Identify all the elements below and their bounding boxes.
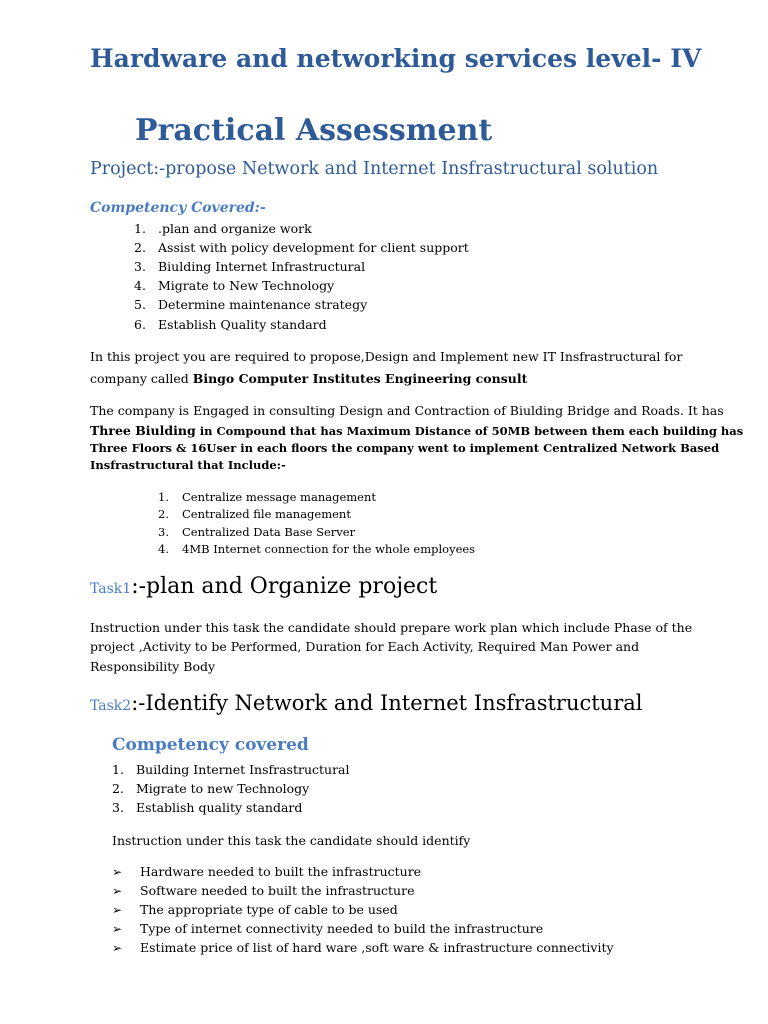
list-text: Determine maintenance strategy xyxy=(158,297,368,312)
arrow-bullet-icon: ➢ xyxy=(112,884,123,898)
task2-label: Task2 xyxy=(90,698,132,714)
company-paragraph-line: Insfrastructural that Include:- xyxy=(90,458,286,472)
list-item xyxy=(134,221,312,236)
list-item xyxy=(158,542,475,556)
list-item xyxy=(134,240,469,255)
project-heading: Project:-propose Network and Internet Insfrastructural solution xyxy=(90,159,659,179)
task2-heading xyxy=(90,691,642,715)
list-number: 6. xyxy=(134,317,146,332)
company-paragraph-line: The company is Engaged in consulting Design and Contraction of Biulding Bridge and Roads. It has xyxy=(90,403,724,418)
list-item xyxy=(112,864,421,879)
list-number: 4. xyxy=(158,542,169,556)
list-text: Centralized Data Base Server xyxy=(182,525,356,539)
list-number: 2. xyxy=(112,781,124,796)
list-number: 4. xyxy=(134,278,146,293)
list-text: The appropriate type of cable to be used xyxy=(140,902,398,917)
list-item xyxy=(112,940,614,955)
arrow-bullet-icon: ➢ xyxy=(112,865,123,879)
task1-paragraph-line: Instruction under this task the candidate should prepare work plan which include Phase of the xyxy=(90,620,693,635)
company-paragraph-line xyxy=(90,423,743,438)
list-item xyxy=(112,902,398,917)
list-text: Software needed to built the infrastructure xyxy=(140,883,415,898)
document-subtitle: Practical Assessment xyxy=(135,113,493,148)
list-text: Centralized file management xyxy=(182,507,351,521)
list-number: 3. xyxy=(158,525,169,539)
list-number: 1. xyxy=(134,221,146,236)
competency2-heading: Competency covered xyxy=(112,735,309,755)
arrow-bullet-icon: ➢ xyxy=(112,903,123,917)
list-text: .plan and organize work xyxy=(158,221,312,236)
list-text: Migrate to New Technology xyxy=(158,278,335,293)
list-item xyxy=(134,297,367,312)
list-text: Building Internet Insfrastructural xyxy=(136,762,350,777)
list-number: 2. xyxy=(134,240,146,255)
list-text: Establish quality standard xyxy=(136,800,303,815)
competency-heading: Competency Covered:- xyxy=(90,200,266,216)
company-text: in Compound that has Maximum Distance of 50MB between them each building has xyxy=(195,424,744,438)
list-item xyxy=(134,278,334,293)
list-text: Hardware needed to built the infrastructure xyxy=(140,864,422,879)
list-item xyxy=(112,800,302,815)
list-text: Biulding Internet Infrastructural xyxy=(158,259,366,274)
list-text: Establish Quality standard xyxy=(158,317,327,332)
intro-paragraph-line xyxy=(90,371,527,386)
task1-paragraph-line: project ,Activity to be Performed, Duration for Each Activity, Required Man Power and xyxy=(90,639,640,654)
list-number: 1. xyxy=(158,490,169,504)
list-number: 5. xyxy=(134,297,146,312)
list-text: Type of internet connectivity needed to build the infrastructure xyxy=(140,921,544,936)
arrow-bullet-icon: ➢ xyxy=(112,922,123,936)
arrow-bullet-icon: ➢ xyxy=(112,941,123,955)
task1-title: :-plan and Organize project xyxy=(131,574,438,599)
list-item xyxy=(158,490,376,504)
list-text: Estimate price of list of hard ware ,soft ware & infrastructure connectivity xyxy=(140,940,614,955)
list-number: 3. xyxy=(134,259,146,274)
task1-label: Task1 xyxy=(90,581,132,597)
list-number: 2. xyxy=(158,507,169,521)
company-paragraph-line: Three Floors & 16User in each floors the company went to implement Centralized Network Based xyxy=(90,441,720,455)
list-item xyxy=(158,525,355,539)
list-text: Centralize message management xyxy=(182,490,376,504)
task2-instruction: Instruction under this task the candidate should identify xyxy=(112,833,471,848)
list-number: 3. xyxy=(112,800,124,815)
list-item xyxy=(112,921,543,936)
list-item xyxy=(112,781,309,796)
task1-heading xyxy=(90,574,437,599)
list-number: 1. xyxy=(112,762,124,777)
task2-title: :-Identify Network and Internet Insfrastructural xyxy=(131,691,643,715)
list-item xyxy=(112,762,350,777)
list-text: Assist with policy development for client support xyxy=(158,240,469,255)
list-item xyxy=(158,507,351,521)
list-text: Migrate to new Technology xyxy=(136,781,310,796)
list-item xyxy=(134,259,365,274)
list-item xyxy=(112,883,414,898)
list-item xyxy=(134,317,327,332)
intro-text: company called xyxy=(90,371,193,386)
list-text: 4MB Internet connection for the whole employees xyxy=(182,542,476,556)
company-name: Bingo Computer Institutes Engineering consult xyxy=(192,371,528,386)
building-count: Three Biulding xyxy=(90,423,196,438)
intro-paragraph-line: In this project you are required to propose,Design and Implement new IT Insfrastructural for xyxy=(90,349,683,364)
document-title: Hardware and networking services level- IV xyxy=(90,44,702,73)
task1-paragraph-line: Responsibility Body xyxy=(90,659,216,674)
